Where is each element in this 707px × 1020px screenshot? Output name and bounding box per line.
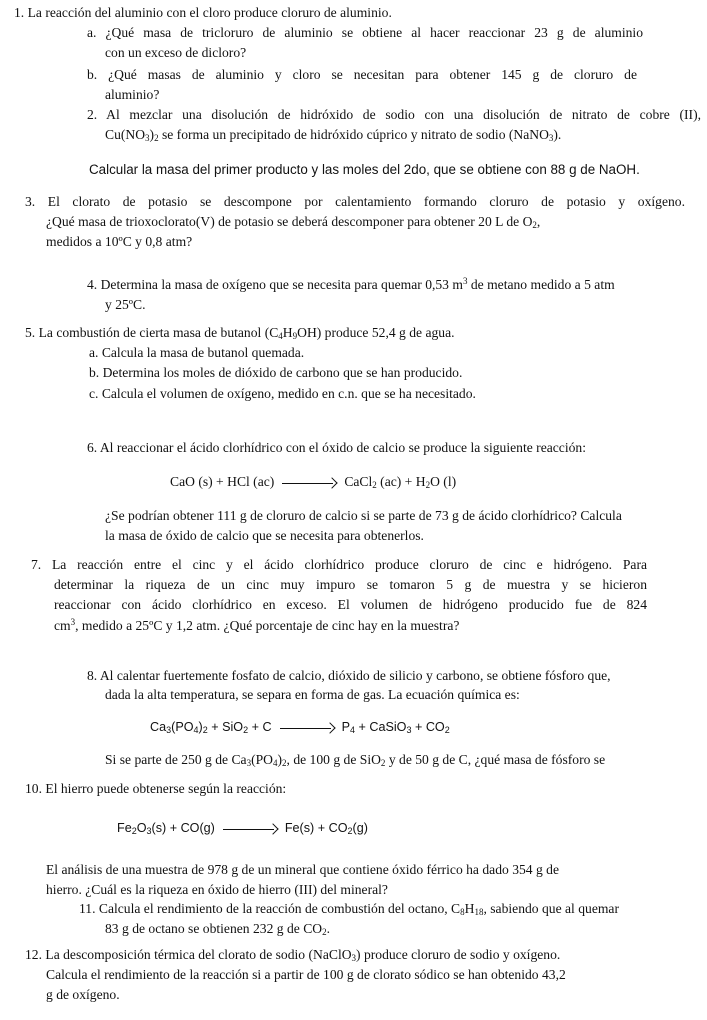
problem-10-equation: $Fe_2O_3(s) + CO(g) Fe(s) + CO_2(g)$	[117, 821, 368, 836]
problem-8-equation: $Ca_3(PO_4)_2 + SiO_2 + C$ $P_4$ + CaSiO$_3$ + $CO_2$	[150, 720, 450, 735]
problem-6-line-1: 6. Al reaccionar el ácido clorhídrico con el óxido de calcio se produce la siguiente reacción:	[87, 440, 586, 455]
problem-3-line-3: medidos a 10ºC y 0,8 atm?	[46, 234, 193, 249]
problem-7-line-2: determinar la riqueza de un cinc muy impuro se tomaron 5 g de muestra y se hicieron	[54, 577, 647, 592]
reaction-arrow-icon	[223, 824, 277, 834]
problem-1b-line-1: b. ¿Qué masas de aluminio y cloro se necesitan para obtener 145 g de cloruro de	[87, 67, 637, 82]
problem-5c: c. Calcula el volumen de oxígeno, medido en c.n. que se ha necesitado.	[89, 386, 476, 401]
reaction-arrow-icon	[282, 478, 336, 488]
problem-11-line-1: 11. Calcula el rendimiento de la reacción de combustión del octano, $C_8H_{18}$, sabiendo que al quemar	[79, 901, 619, 917]
problem-5a: a. Calcula la masa de butanol quemada.	[89, 345, 305, 360]
problem-5-line-1: 5. La combustión de cierta masa de butanol $(C_4H_9OH)$ produce 52,4 g de agua.	[25, 325, 455, 341]
problem-4-line-2: y 25ºC.	[105, 297, 146, 312]
reaction-arrow-icon	[280, 723, 334, 733]
problem-3-line-2: ¿Qué masa de trioxoclorato(V) de potasio se deberá descomponer para obtener 20 L de $O_2$,	[46, 214, 541, 230]
problem-2-calculation: Calcular la masa del primer producto y las moles del 2do, que se obtiene con 88 g de NaOH.	[89, 162, 640, 177]
problem-12-line-3: g de oxígeno.	[46, 987, 120, 1002]
problem-11-line-2: 83 g de octano se obtienen 232 g de $CO_2$.	[105, 921, 330, 937]
problem-7-line-1: 7. La reacción entre el cinc y el ácido clorhídrico produce cloruro de cinc e hidrógeno. Para	[31, 557, 647, 572]
problem-8-line-1: 8. Al calentar fuertemente fosfato de calcio, dióxido de silicio y carbono, se obtiene fósforo que,	[87, 668, 611, 683]
problem-5b: b. Determina los moles de dióxido de carbono que se han producido.	[89, 365, 463, 380]
problem-6-question-2: la masa de óxido de calcio que se necesita para obtenerlos.	[105, 528, 424, 543]
problem-6-question-1: ¿Se podrían obtener 111 g de cloruro de calcio si se parte de 73 g de ácido clorhídrico? Calcula	[105, 508, 622, 523]
problem-10-question-2: hierro. ¿Cuál es la riqueza en óxido de hierro (III) del mineral?	[46, 882, 388, 897]
problem-12-line-2: Calcula el rendimiento de la reacción si a partir de 100 g de clorato sódico se han obtenido 43,2	[46, 967, 566, 982]
problem-8-question: Si se parte de 250 g de $Ca_3(PO_4)_2$, de 100 g de SiO$_2$ y de 50 g de C, ¿qué masa de fósforo se	[105, 752, 606, 768]
problem-8-line-2: dada la alta temperatura, se separa en forma de gas. La ecuación química es:	[105, 687, 520, 702]
problem-2-line-1: 2. Al mezclar una disolución de hidróxido de sodio con una disolución de nitrato de cobre (II),	[87, 107, 701, 122]
problem-1a-line-1: a. ¿Qué masa de tricloruro de aluminio se obtiene al hacer reaccionar 23 g de aluminio	[87, 25, 643, 40]
problem-10-question-1: El análisis de una muestra de 978 g de un mineral que contiene óxido férrico ha dado 354 g de	[46, 862, 560, 877]
problem-1a-line-2: con un exceso de dicloro?	[105, 45, 247, 60]
problem-1b-line-2: aluminio?	[105, 87, 160, 102]
problem-7-line-3: reaccionar con ácido clorhídrico en exceso. El volumen de hidrógeno producido fue de 824	[54, 597, 647, 612]
problem-2-line-2: $Cu(NO_3)_2$ se forma un precipitado de hidróxido cúprico y nitrato de sodio (NaNO$_3$).	[105, 127, 562, 143]
problem-7-line-4: $cm^3$, medido a 25ºC y 1,2 atm. ¿Qué porcentaje de cinc hay en la muestra?	[54, 617, 460, 633]
problem-10-line-1: 10. El hierro puede obtenerse según la reacción:	[25, 781, 287, 796]
problem-12-line-1: 12. La descomposición térmica del clorato de sodio (NaClO$_3$) produce cloruro de sodio y oxígeno.	[25, 947, 561, 963]
problem-1-heading: 1. La reacción del aluminio con el cloro produce cloruro de aluminio.	[14, 5, 392, 20]
problem-3-line-1: 3. El clorato de potasio se descompone por calentamiento formando cloruro de potasio y oxígeno.	[25, 194, 685, 209]
problem-6-equation: CaO (s) + HCl (ac) CaCl$_2$ $(ac) + H_2O$ (l)	[170, 474, 457, 490]
problem-4-line-1: 4. Determina la masa de oxígeno que se necesita para quemar 0,53 $m^3$ de metano medido a 5 atm	[87, 276, 615, 292]
